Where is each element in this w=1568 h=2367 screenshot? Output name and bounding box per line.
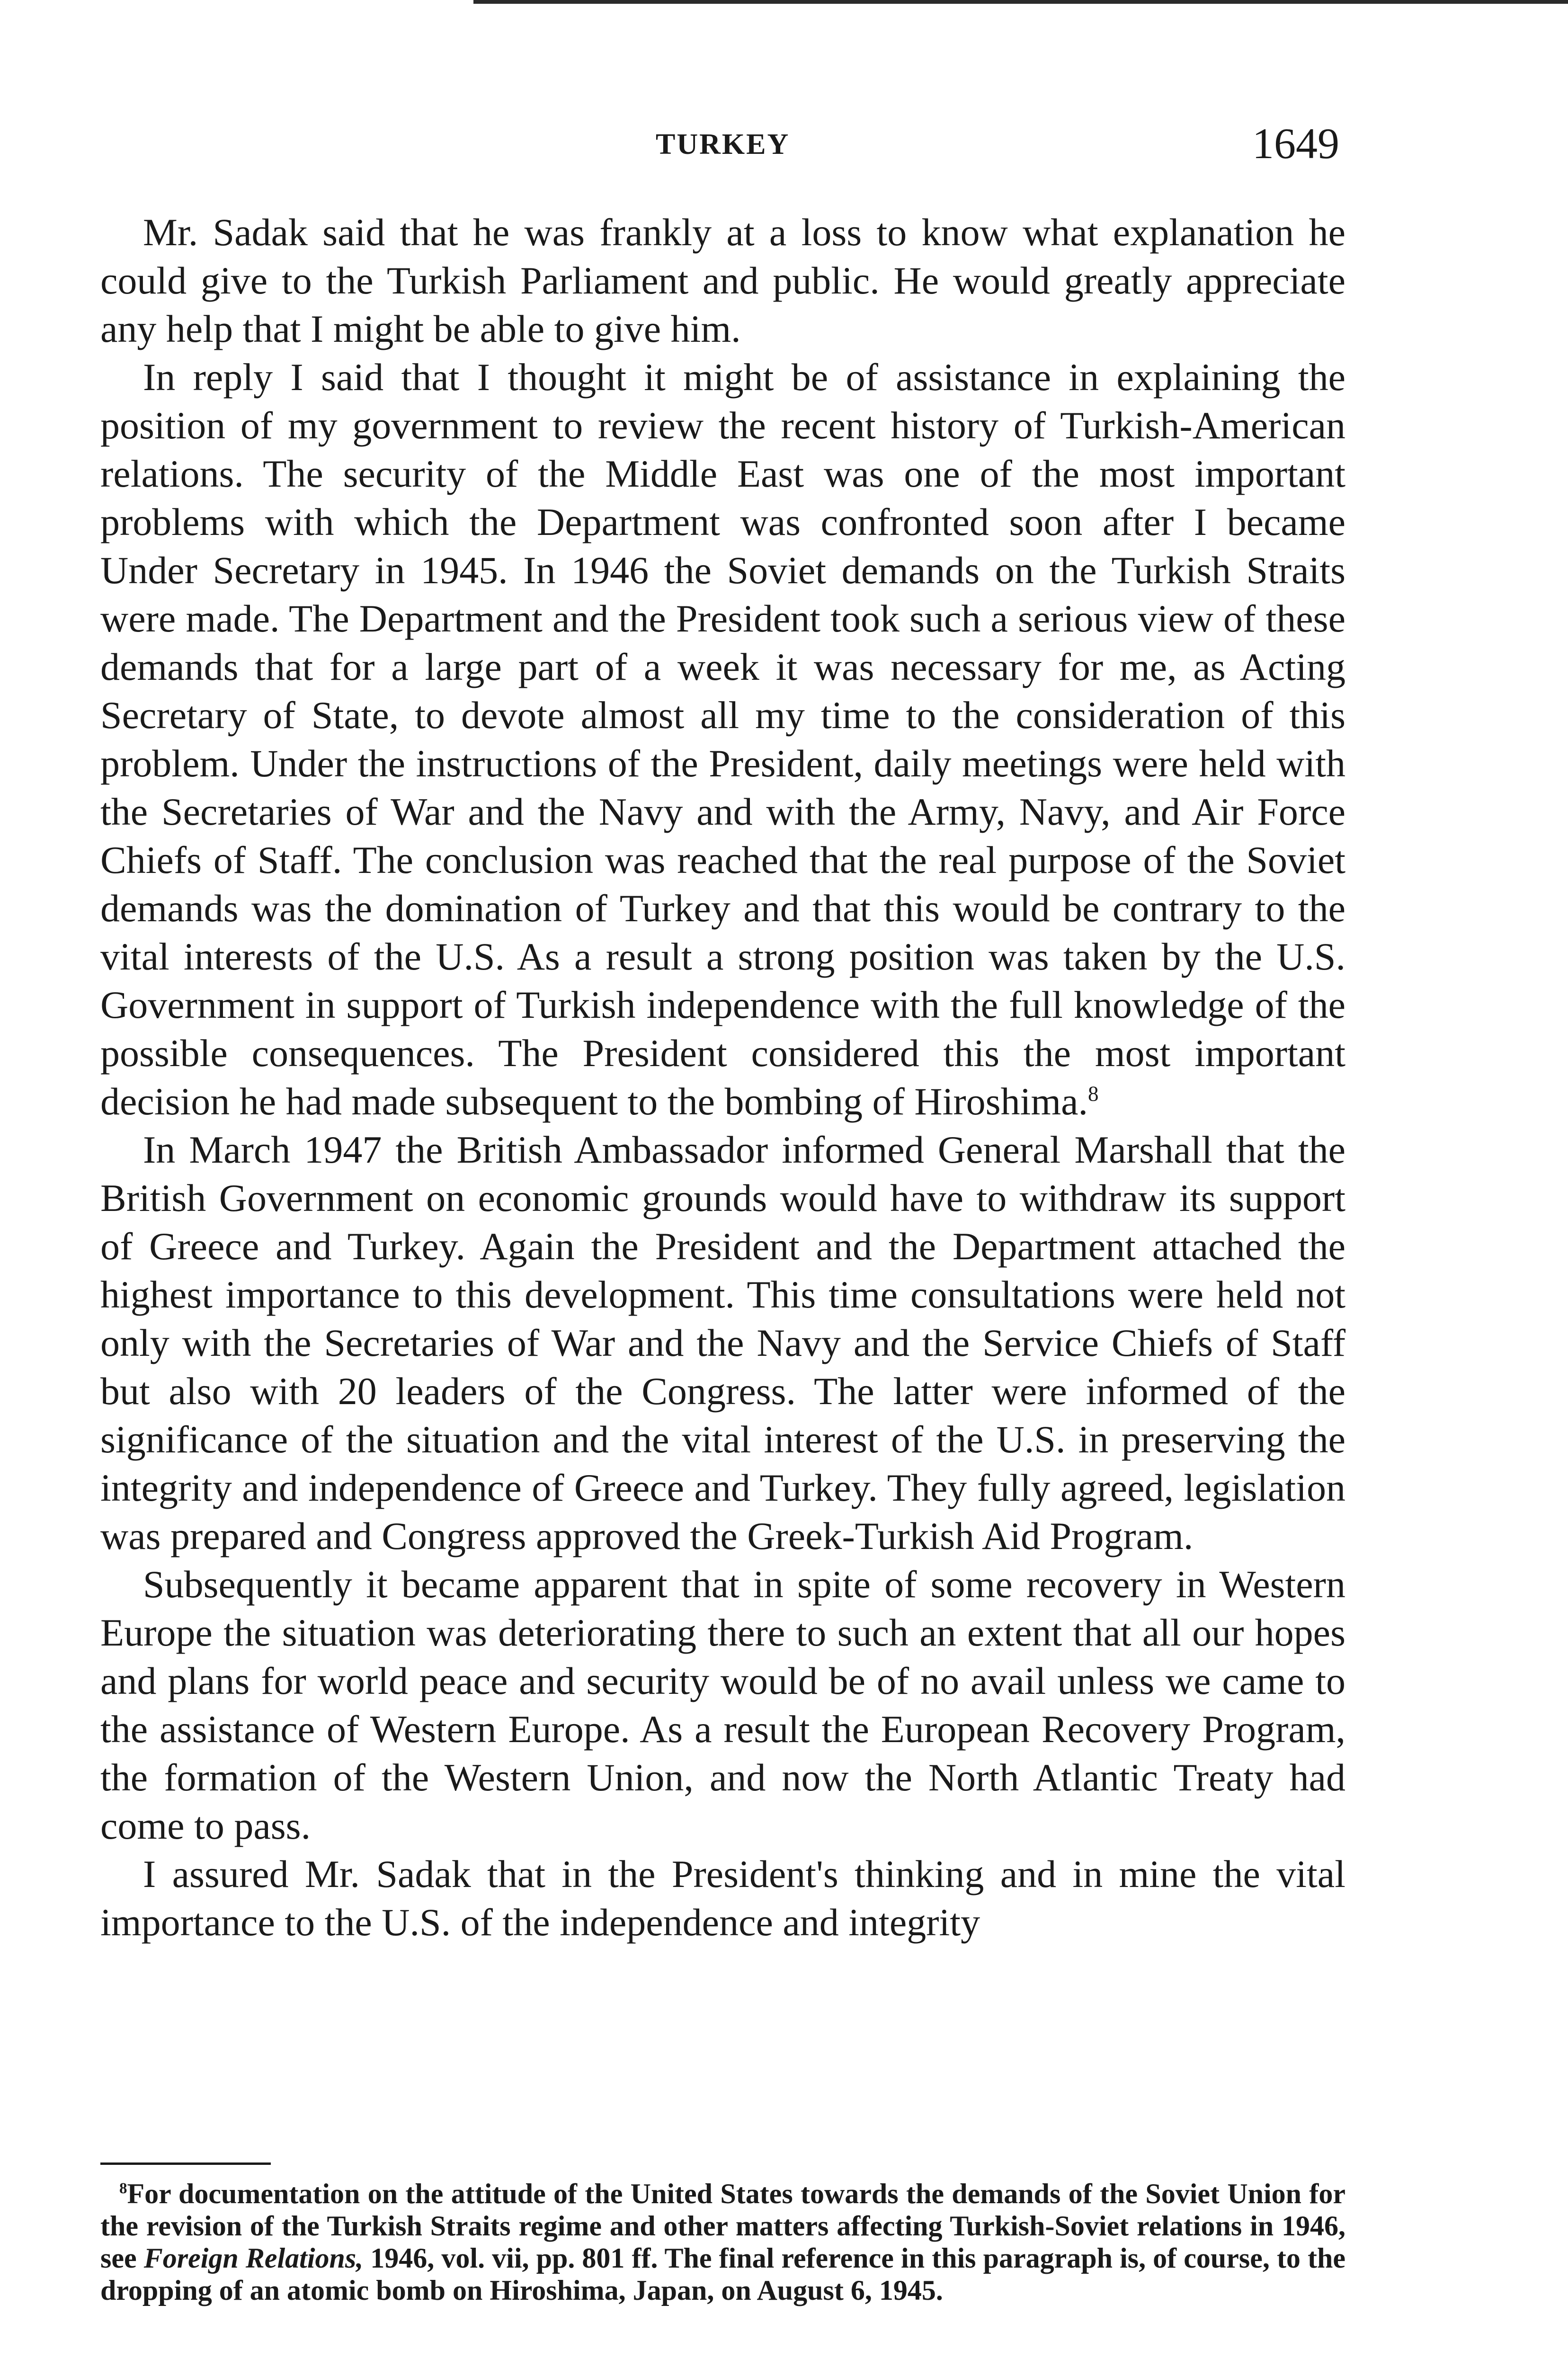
running-head: TURKEY: [656, 128, 790, 160]
paragraph-1: Mr. Sadak said that he was frankly at a loss to know what explanation he could give to the Turkish Parliament and public. He would greatly appreciate any help that I might be able to give him.: [100, 211, 1345, 350]
paragraph-5: I assured Mr. Sadak that in the President's thinking and in mine the vital importance to the U.S. of the independence and integrity: [100, 1852, 1345, 1944]
paragraph-2-text: In reply I said that I thought it might be of assistance in explaining the position of my government to review the recent history of Turkish-American relations. The security of the Middle East was one of the most important problems with which the Department was confronted soon after I became Under Secretary in 1945. In 1946 the Soviet demands on the Turkish Straits were made. The Department and the President took such a serious view of these demands that for a large part of a week it was necessary for me, as Acting Secretary of State, to devote almost all my time to the consideration of this problem. Under the instructions of the President, daily meetings were held with the Secretaries of War and the Navy and with the Army, Navy, and Air Force Chiefs of Staff. The conclusion was reached that the real purpose of the Soviet demands was the domination of Turkey and that this would be contrary to the vital interests of the U.S. As a result a strong position was taken by the U.S. Government in support of Turkish independence with the full knowledge of the possible consequences. The President considered this the most important decision he had made subsequent to the bombing of Hiroshima.: [100, 356, 1345, 1123]
paragraph-2: [100, 353, 1345, 1126]
paragraph-4: Subsequently it became apparent that in spite of some recovery in Western Europe the situation was deteriorating there to such an extent that all our hopes and plans for world peace and security would be of no avail unless we came to the assistance of Western Europe. As a result the European Recovery Program, the formation of the Western Union, and now the North Atlantic Treaty had come to pass.: [100, 1563, 1345, 1847]
footnote-text-start: For documentation on the attitude of the United States towards the demands of the Soviet Union for the revision of the Turkish Straits regime and other matters affecting Turkish-Soviet relations in 1946, see: [100, 2178, 1345, 2274]
footnote-reference-8[interactable]: 8: [1088, 1082, 1099, 1106]
footnote-marker: 8: [119, 2180, 127, 2197]
page-number: 1649: [1252, 119, 1339, 168]
body-text: [100, 208, 1345, 1947]
footnote-8: [100, 2178, 1345, 2306]
footnote-text-end: 1946, vol. vii, pp. 801 ff. The final reference in this paragraph is, of course, to the dropping of an atomic bomb on Hiroshima, Japan, on August 6, 1945.: [100, 2242, 1345, 2306]
top-edge-rule: [473, 0, 1568, 4]
footnote-citation-title: Foreign Relations,: [143, 2242, 364, 2274]
paragraph-3: In March 1947 the British Ambassador informed General Marshall that the British Government on economic grounds would have to withdraw its support of Greece and Turkey. Again the President and the Department attached the highest importance to this development. This time consultations were held not only with the Secretaries of War and the Navy and the Service Chiefs of Staff but also with 20 leaders of the Congress. The latter were informed of the significance of the situation and the vital interest of the U.S. in preserving the integrity and independence of Greece and Turkey. They fully agreed, legislation was prepared and Congress approved the Greek-Turkish Aid Program.: [100, 1128, 1345, 1557]
footnote-separator: [100, 2162, 271, 2165]
